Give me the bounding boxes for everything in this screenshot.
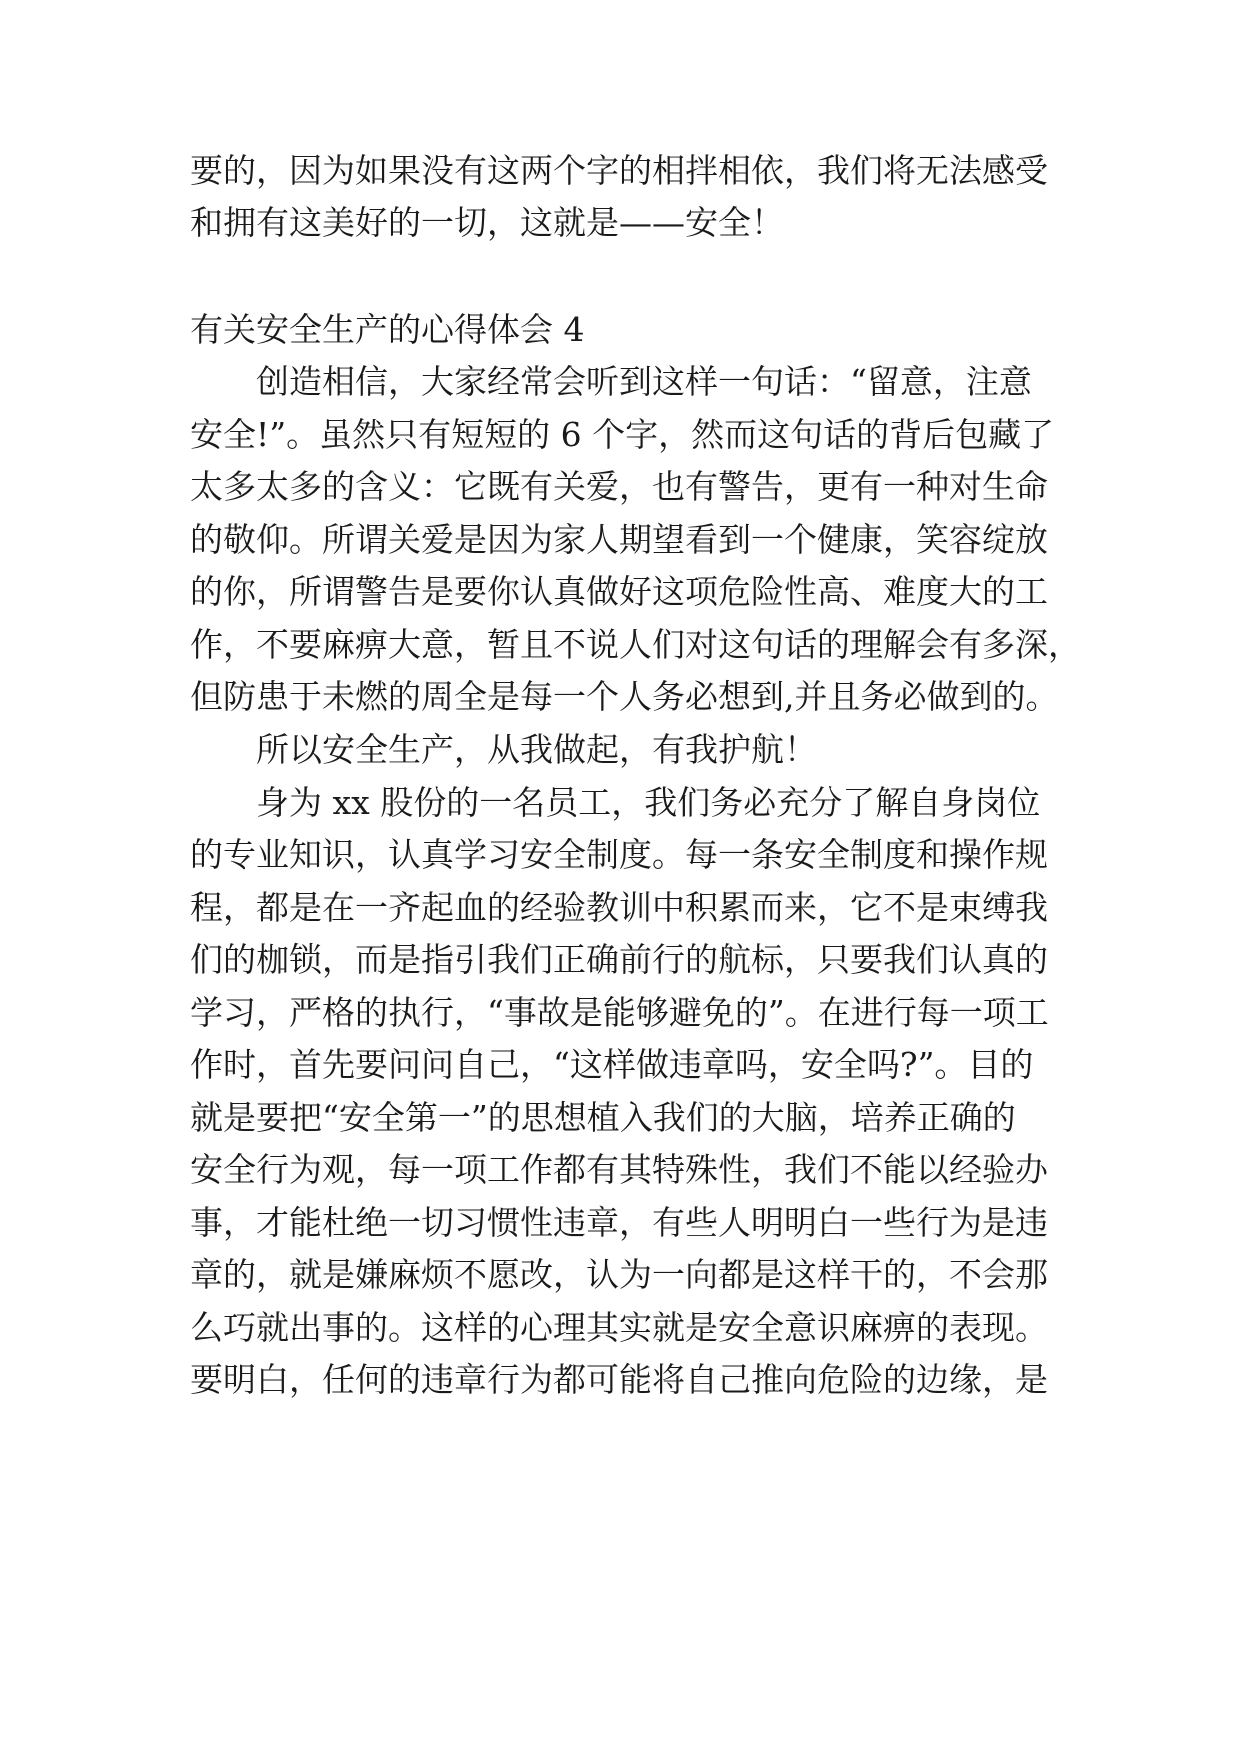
text-line: 么巧就出事的。这样的心理其实就是安全意识麻痹的表现。 xyxy=(190,1308,1048,1347)
text-line: 事，才能杜绝一切习惯性违章，有些人明明白一些行为是违 xyxy=(190,1203,1048,1242)
section-heading: 有关安全生产的心得体会 4 xyxy=(190,310,585,349)
text-line: 安全!”。虽然只有短短的 6 个字，然而这句话的背后包藏了 xyxy=(190,415,1055,454)
text-line: 要的，因为如果没有这两个字的相拌相依，我们将无法感受 xyxy=(190,151,1048,190)
text-line: 程，都是在一齐起血的经验教训中积累而来，它不是束缚我 xyxy=(190,888,1048,927)
text-line: 章的，就是嫌麻烦不愿改，认为一向都是这样干的，不会那 xyxy=(190,1255,1048,1294)
text-line: 但防患于未燃的周全是每一个人务必想到,并且务必做到的。 xyxy=(190,677,1059,716)
text-line: 安全行为观，每一项工作都有其特殊性，我们不能以经验办 xyxy=(190,1150,1048,1189)
text-line: 所以安全生产，从我做起，有我护航！ xyxy=(256,730,817,769)
text-line: 身为 xx 股份的一名员工，我们务必充分了解自身岗位 xyxy=(256,783,1041,822)
text-line: 要明白，任何的违章行为都可能将自己推向危险的边缘，是 xyxy=(190,1360,1048,1399)
text-line: 作时，首先要问问自己，“这样做违章吗，安全吗?”。目的 xyxy=(190,1045,1034,1084)
text-line: 和拥有这美好的一切，这就是——安全！ xyxy=(190,203,784,242)
text-line: 的你，所谓警告是要你认真做好这项危险性高、难度大的工 xyxy=(190,572,1048,611)
text-line: 作，不要麻痹大意，暂且不说人们对这句话的理解会有多深， xyxy=(190,625,1081,664)
text-line: 创造相信，大家经常会听到这样一句话：“留意，注意 xyxy=(256,362,1032,401)
text-line: 就是要把“安全第一”的思想植入我们的大脑，培养正确的 xyxy=(190,1098,1016,1137)
text-line: 学习，严格的执行，“事故是能够避免的”。在进行每一项工 xyxy=(190,993,1049,1032)
text-line: 太多太多的含义：它既有关爱，也有警告，更有一种对生命 xyxy=(190,467,1048,506)
text-line: 的专业知识，认真学习安全制度。每一条安全制度和操作规 xyxy=(190,835,1048,874)
text-line: 的敬仰。所谓关爱是因为家人期望看到一个健康，笑容绽放 xyxy=(190,520,1048,559)
text-line: 们的枷锁，而是指引我们正确前行的航标，只要我们认真的 xyxy=(190,940,1048,979)
